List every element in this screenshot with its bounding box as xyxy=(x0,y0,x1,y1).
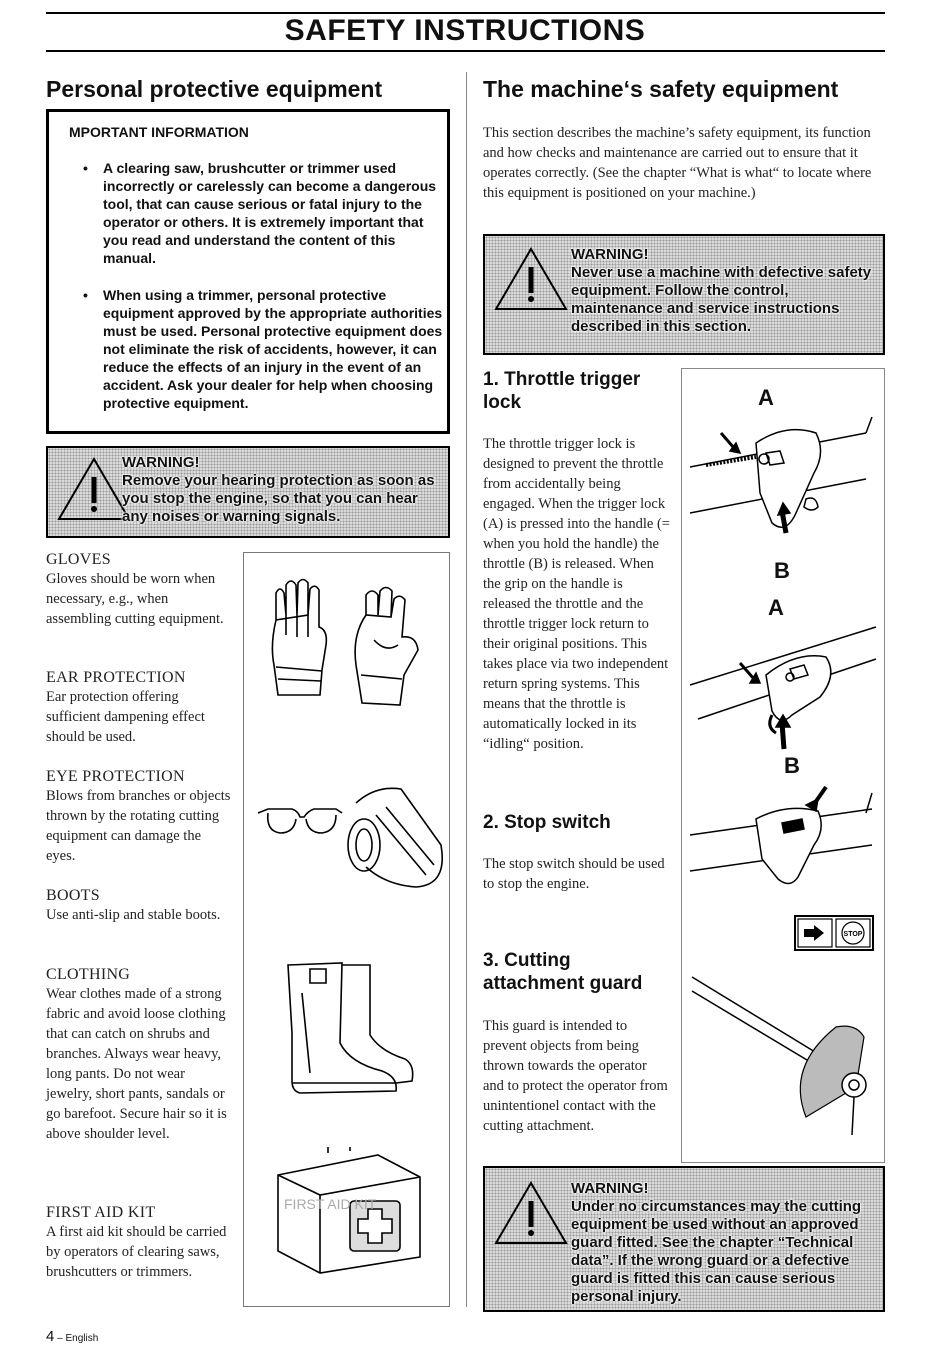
page-number: 4 xyxy=(46,1328,55,1345)
ppe-illustrations xyxy=(243,552,450,1307)
warning-text: Never use a machine with defective safety equipment. Follow the control, maintenance and service instructions described in this section. xyxy=(571,264,872,335)
gloves-icon xyxy=(266,575,431,725)
item-text: Blows from branches or objects thrown by the rotating cutting equipment can damage the eyes. xyxy=(46,788,231,864)
warning-triangle-icon xyxy=(493,1180,569,1246)
machine-illustrations xyxy=(681,368,885,1163)
item-title: FIRST AID KIT xyxy=(46,1204,156,1221)
page-title: SAFETY INSTRUCTIONS xyxy=(284,14,646,47)
boots-icon xyxy=(270,953,420,1103)
stop-symbol-icon xyxy=(794,915,874,951)
section-title: 2. Stop switch xyxy=(483,812,611,833)
warning-text: Remove your hearing protection as soon as you stop the engine, so that you can hear any noises or warning signals. xyxy=(122,472,435,525)
warning-title: WARNING! xyxy=(122,454,200,471)
warning-box-guard xyxy=(483,1166,885,1312)
item-text: A first aid kit should be carried by operators of clearing saws, brushcutters or trimmers. xyxy=(46,1224,227,1280)
item-title: CLOTHING xyxy=(46,966,131,983)
item-text: Use anti-slip and stable boots. xyxy=(46,907,221,923)
label-a: A xyxy=(758,385,774,410)
section-title: 1. Throttle trigger lock xyxy=(483,369,641,413)
right-intro: This section describes the machine’s safety equipment, its function and how checks and maintenance are carried out to ensure that it operates correctly. (See the chapter “What is what“ to locate where this equipment is positioned on your machine.) xyxy=(483,125,872,201)
label-b: B xyxy=(784,753,800,778)
throttle-lock-icon xyxy=(686,615,882,751)
page-language: English xyxy=(65,1333,99,1344)
left-heading: Personal protective equipment xyxy=(46,76,383,102)
item-title: EAR PROTECTION xyxy=(46,669,186,686)
page-footer: 4 – English xyxy=(46,1328,99,1345)
section-text: The throttle trigger lock is designed to prevent the throttle from accidentally being engaged. When the trigger lock (A) is pressed into the handle (= when you hold the handle) the throttle (B) is released. When the grip on the handle is released the throttle and the throttle trigger lock return to their original positions. This takes place via two independent return spring systems. This means that the throttle is automatically locked in its “idling“ position. xyxy=(483,436,670,752)
label-a: A xyxy=(768,595,784,620)
item-text: Wear clothes made of a strong fabric and avoid loose clothing that can catch on shrubs and branches. Always wear heavy, long pants. Do not wear jewelry, short pants, sandals or go barefoot. Secure hair so it is above shoulder level. xyxy=(46,986,227,1142)
important-bullet: • When using a trimmer, personal protective equipment approved by the appropriate authorities must be used. Personal protective equipment does not eliminate the risk of accidents, however, it can reduce the effects of an injury in the event of an accident. Ask your dealer for help when choosing protective equipment. xyxy=(69,286,444,412)
stop-switch-icon xyxy=(686,779,882,899)
warning-box-defective xyxy=(483,234,885,355)
first-aid-kit-icon xyxy=(270,1147,430,1277)
stop-label: STOP xyxy=(843,931,863,938)
cutting-guard-icon xyxy=(686,967,882,1147)
item-text: Gloves should be worn when necessary, e.g., when assembling cutting equipment. xyxy=(46,571,224,627)
first-aid-label: FIRST AID KIT xyxy=(284,1196,377,1212)
important-box xyxy=(46,109,450,434)
throttle-lock-icon xyxy=(686,403,882,553)
item-title: BOOTS xyxy=(46,887,100,904)
eye-ear-protection-icon xyxy=(256,775,446,895)
item-title: EYE PROTECTION xyxy=(46,768,185,785)
item-title: GLOVES xyxy=(46,551,111,568)
warning-title: WARNING! xyxy=(571,246,649,263)
important-heading: MPORTANT INFORMATION xyxy=(69,124,249,140)
ppe-list xyxy=(46,551,232,629)
section-text: The stop switch should be used to stop the engine. xyxy=(483,856,665,892)
warning-triangle-icon xyxy=(56,456,132,522)
warning-triangle-icon xyxy=(493,246,569,312)
section-text: This guard is intended to prevent objects from being thrown towards the operator and to protect the operator from unintentionel contact with the cutting attachment. xyxy=(483,1018,668,1134)
item-text: Ear protection offering sufficient dampening effect should be used. xyxy=(46,689,205,745)
warning-title: WARNING! xyxy=(571,1180,649,1197)
important-bullet: • A clearing saw, brushcutter or trimmer used incorrectly or carelessly can become a dangerous tool, that can cause serious or fatal injury to the operator or others. It is extremely important that you read and understand the content of this manual. xyxy=(69,159,444,267)
warning-text: Under no circumstances may the cutting equipment be used without an approved guard fitted. See the chapter “Technical data”. If the wrong guard or a defective guard is fitted this can cause serious personal injury. xyxy=(571,1198,862,1305)
section-title: 3. Cutting attachment guard xyxy=(483,950,643,994)
label-b: B xyxy=(774,558,790,583)
warning-box-hearing xyxy=(46,446,450,538)
right-heading: The machine‘s safety equipment xyxy=(483,76,839,102)
